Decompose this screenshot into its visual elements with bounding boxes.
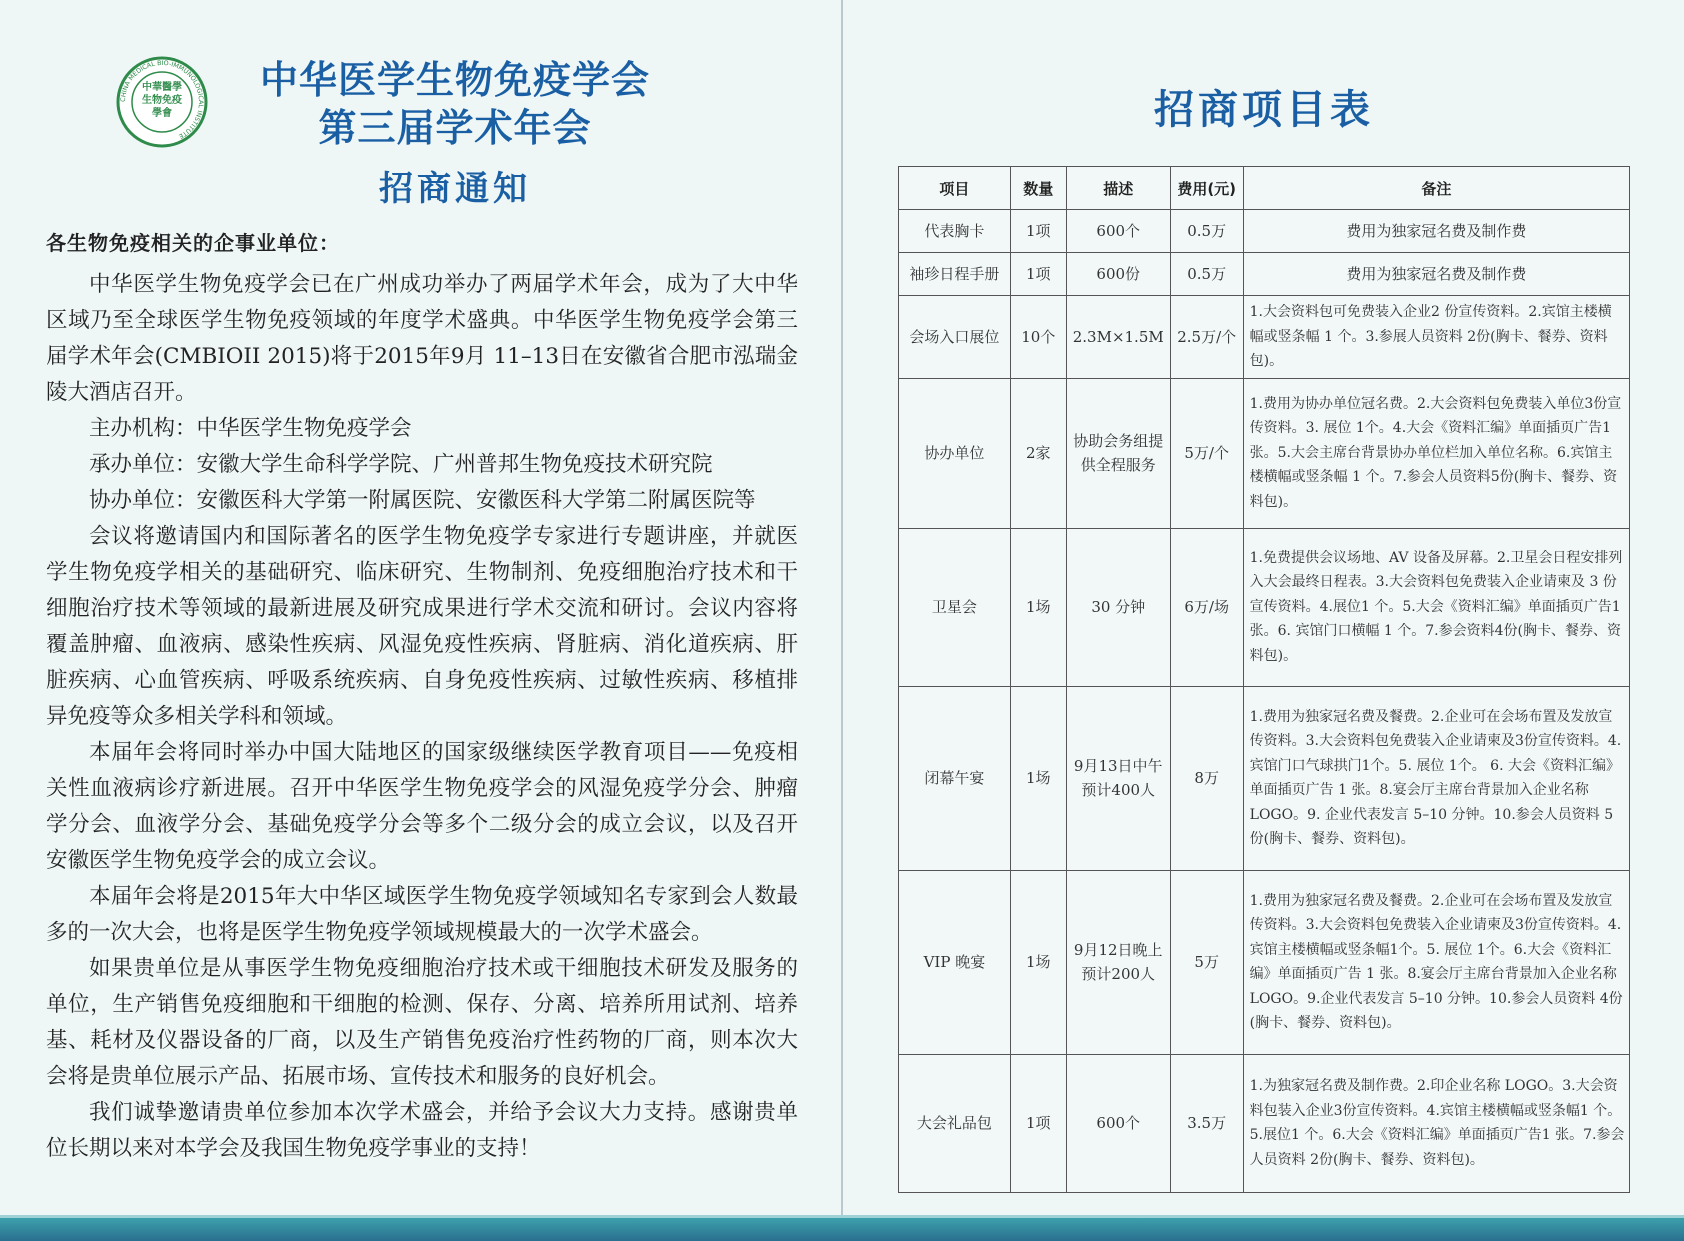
header-remarks: 备注 <box>1243 167 1629 210</box>
bottom-decor-bar <box>0 1215 1684 1241</box>
cell-fee: 0.5万 <box>1170 210 1243 253</box>
cell-item: VIP 晚宴 <box>899 870 1011 1054</box>
cell-description: 600个 <box>1066 210 1170 253</box>
cell-fee: 8万 <box>1170 686 1243 870</box>
svg-text:CHINA MEDICAL BIO-IMMUNOLOGICA: CHINA MEDICAL BIO-IMMUNOLOGICAL INSTITUTE <box>118 58 206 141</box>
cell-item: 袖珍日程手册 <box>899 253 1011 296</box>
paragraph-content: 会议将邀请国内和国际著名的医学生物免疫学专家进行专题讲座，并就医学生物免疫学相关的基础研究、临床研究、生物制剂、免疫细胞治疗技术和干细胞治疗技术等领域的最新进展及研究成果进行学术交流和研讨。会议内容将覆盖肿瘤、血液病、感染性疾病、风湿免疫性疾病、肾脏病、消化道疾病、肝脏疾病、心血管疾病、呼吸系统疾病、自身免疫性疾病、过敏性疾病、移植排异免疫等众多相关学科和领域。 <box>46 524 798 729</box>
institute-logo <box>115 55 209 149</box>
salutation: 各生物免疫相关的企事业单位： <box>46 231 340 255</box>
cell-remarks: 1.为独家冠名费及制作费。2.印企业名称 LOGO。3.大会资料包装入企业3份宣传资料。4.宾馆主楼横幅或竖条幅1 个。5.展位1 个。6.大会《资料汇编》单面插页广告1 张。7.参会人员资料 2份(胸卡、餐券、资料包)。 <box>1243 1054 1629 1192</box>
cell-remarks: 1.费用为独家冠名费及餐费。2.企业可在会场布置及发放宣传资料。3.大会资料包免费装入企业请柬及3份宣传资料。4.宾馆门口气球拱门1个。5. 展位 1个。 6. 大会《资料汇编》单面插页广告 1 张。8.宴会厅主席台背景加入企业名称LOGO。9. 企业代表发言 5–10 分钟。10.参会人员资料 5份(胸卡、餐券、资料包)。 <box>1243 686 1629 870</box>
header-description: 描述 <box>1066 167 1170 210</box>
sponsorship-table <box>898 166 1630 1193</box>
cell-item: 卫星会 <box>899 528 1011 686</box>
title-line-1: 中华医学生物免疫学会 <box>259 58 650 102</box>
cell-fee: 2.5万/个 <box>1170 296 1243 379</box>
cell-quantity: 1场 <box>1010 528 1066 686</box>
table-row <box>899 686 1630 870</box>
title-block <box>240 56 670 212</box>
notice-body <box>46 225 798 1167</box>
table-row <box>899 296 1630 379</box>
page-spine <box>841 0 843 1241</box>
table-row <box>899 378 1630 528</box>
cell-fee: 0.5万 <box>1170 253 1243 296</box>
notice-subtitle: 招商通知 <box>379 169 531 209</box>
paragraph-host: 主办机构：中华医学生物免疫学会 <box>89 416 412 441</box>
cell-description: 600个 <box>1066 1054 1170 1192</box>
cell-fee: 6万/场 <box>1170 528 1243 686</box>
cell-fee: 5万/个 <box>1170 378 1243 528</box>
cell-item: 大会礼品包 <box>899 1054 1011 1192</box>
header-item: 项目 <box>899 167 1011 210</box>
cell-quantity: 1项 <box>1010 210 1066 253</box>
paragraph-scale: 本届年会将是2015年大中华区域医学生物免疫学领域知名专家到会人数最多的一次大会，也将是医学生物免疫学领域规模最大的一次学术盛会。 <box>46 884 798 945</box>
header-fee: 费用(元) <box>1170 167 1243 210</box>
paragraph-coorganizer: 协办单位：安徽医科大学第一附属医院、安徽医科大学第二附属医院等 <box>89 488 756 513</box>
table-header-row <box>899 167 1630 210</box>
cell-fee: 5万 <box>1170 870 1243 1054</box>
cell-remarks: 1.免费提供会议场地、AV 设备及屏幕。2.卫星会日程安排列入大会最终日程表。3.大会资料包免费装入企业请柬及 3 份宣传资料。4.展位1 个。5.大会《资料汇编》单面插页广告1张。6. 宾馆门口横幅 1 个。7.参会资料4份(胸卡、餐券、资料包)。 <box>1243 528 1629 686</box>
cell-item: 协办单位 <box>899 378 1011 528</box>
cell-remarks: 费用为独家冠名费及制作费 <box>1243 210 1629 253</box>
cell-description: 9月12日晚上预计200人 <box>1066 870 1170 1054</box>
cell-description: 协助会务组提供全程服务 <box>1066 378 1170 528</box>
cell-description: 30 分钟 <box>1066 528 1170 686</box>
cell-quantity: 1场 <box>1010 686 1066 870</box>
cell-remarks: 1.费用为协办单位冠名费。2.大会资料包免费装入单位3份宣传资料。3. 展位 1个。4.大会《资料汇编》单面插页广告1 张。5.大会主席台背景协办单位栏加入单位名称。6.宾馆主楼横幅或竖条幅 1 个。7.参会人员资料5份(胸卡、餐券、资料包)。 <box>1243 378 1629 528</box>
cell-quantity: 10个 <box>1010 296 1066 379</box>
left-page <box>0 0 842 1215</box>
table-row <box>899 528 1630 686</box>
cell-item: 会场入口展位 <box>899 296 1011 379</box>
cell-description: 9月13日中午预计400人 <box>1066 686 1170 870</box>
title-line-2: 第三届学术年会 <box>318 106 592 150</box>
paragraph-cme: 本届年会将同时举办中国大陆地区的国家级继续医学教育项目——免疫相关性血液病诊疗新进展。召开中华医学生物免疫学会的风湿免疫学分会、肿瘤学分会、血液学分会、基础免疫学分会等多个二级分会的成立会议，以及召开安徽医学生物免疫学会的成立会议。 <box>46 740 798 873</box>
header-quantity: 数量 <box>1010 167 1066 210</box>
table-row <box>899 210 1630 253</box>
cell-remarks: 1.费用为独家冠名费及餐费。2.企业可在会场布置及发放宣传资料。3.大会资料包免费装入企业请柬及3份宣传资料。4.宾馆主楼横幅或竖条幅1个。5. 展位 1个。6.大会《资料汇编》单面插页广告 1 张。8.宴会厅主席台背景加入企业名称 LOGO。9.企业代表发言 5–10 分钟。10.参会人员资料 4份(胸卡、餐券、资料包)。 <box>1243 870 1629 1054</box>
table-title: 招商项目表 <box>1154 86 1374 133</box>
cell-description: 2.3M×1.5M <box>1066 296 1170 379</box>
paragraph-organizer: 承办单位：安徽大学生命科学学院、广州普邦生物免疫技术研究院 <box>89 452 713 477</box>
cell-description: 600份 <box>1066 253 1170 296</box>
cell-quantity: 1项 <box>1010 253 1066 296</box>
logo-center-text: 中華醫學生物免疫學會 <box>142 82 182 119</box>
cell-quantity: 2家 <box>1010 378 1066 528</box>
cell-remarks: 费用为独家冠名费及制作费 <box>1243 253 1629 296</box>
cell-item: 闭幕午宴 <box>899 686 1011 870</box>
paragraph-target: 如果贵单位是从事医学生物免疫细胞治疗技术或干细胞技术研发及服务的单位，生产销售免疫细胞和干细胞的检测、保存、分离、培养所用试剂、培养基、耗材及仪器设备的厂商，以及生产销售免疫治疗性药物的厂商，则本次大会将是贵单位展示产品、拓展市场、宣传技术和服务的良好机会。 <box>46 956 798 1089</box>
paragraph-intro: 中华医学生物免疫学会已在广州成功举办了两届学术年会，成为了大中华区域乃至全球医学生物免疫领域的年度学术盛典。中华医学生物免疫学会第三届学术年会(CMBIOII 2015)将于2015年9月 11–13日在安徽省合肥市泓瑞金陵大酒店召开。 <box>46 272 798 405</box>
cell-quantity: 1场 <box>1010 870 1066 1054</box>
cell-item: 代表胸卡 <box>899 210 1011 253</box>
table-row <box>899 253 1630 296</box>
paragraph-invitation: 我们诚挚邀请贵单位参加本次学术盛会，并给予会议大力支持。感谢贵单位长期以来对本学会及我国生物免疫学事业的支持！ <box>46 1100 798 1161</box>
table-row <box>899 1054 1630 1192</box>
cell-remarks: 1.大会资料包可免费装入企业2 份宣传资料。2.宾馆主楼横幅或竖条幅 1 个。3.参展人员资料 2份(胸卡、餐券、资料包)。 <box>1243 296 1629 379</box>
cell-quantity: 1项 <box>1010 1054 1066 1192</box>
cell-fee: 3.5万 <box>1170 1054 1243 1192</box>
table-row <box>899 870 1630 1054</box>
